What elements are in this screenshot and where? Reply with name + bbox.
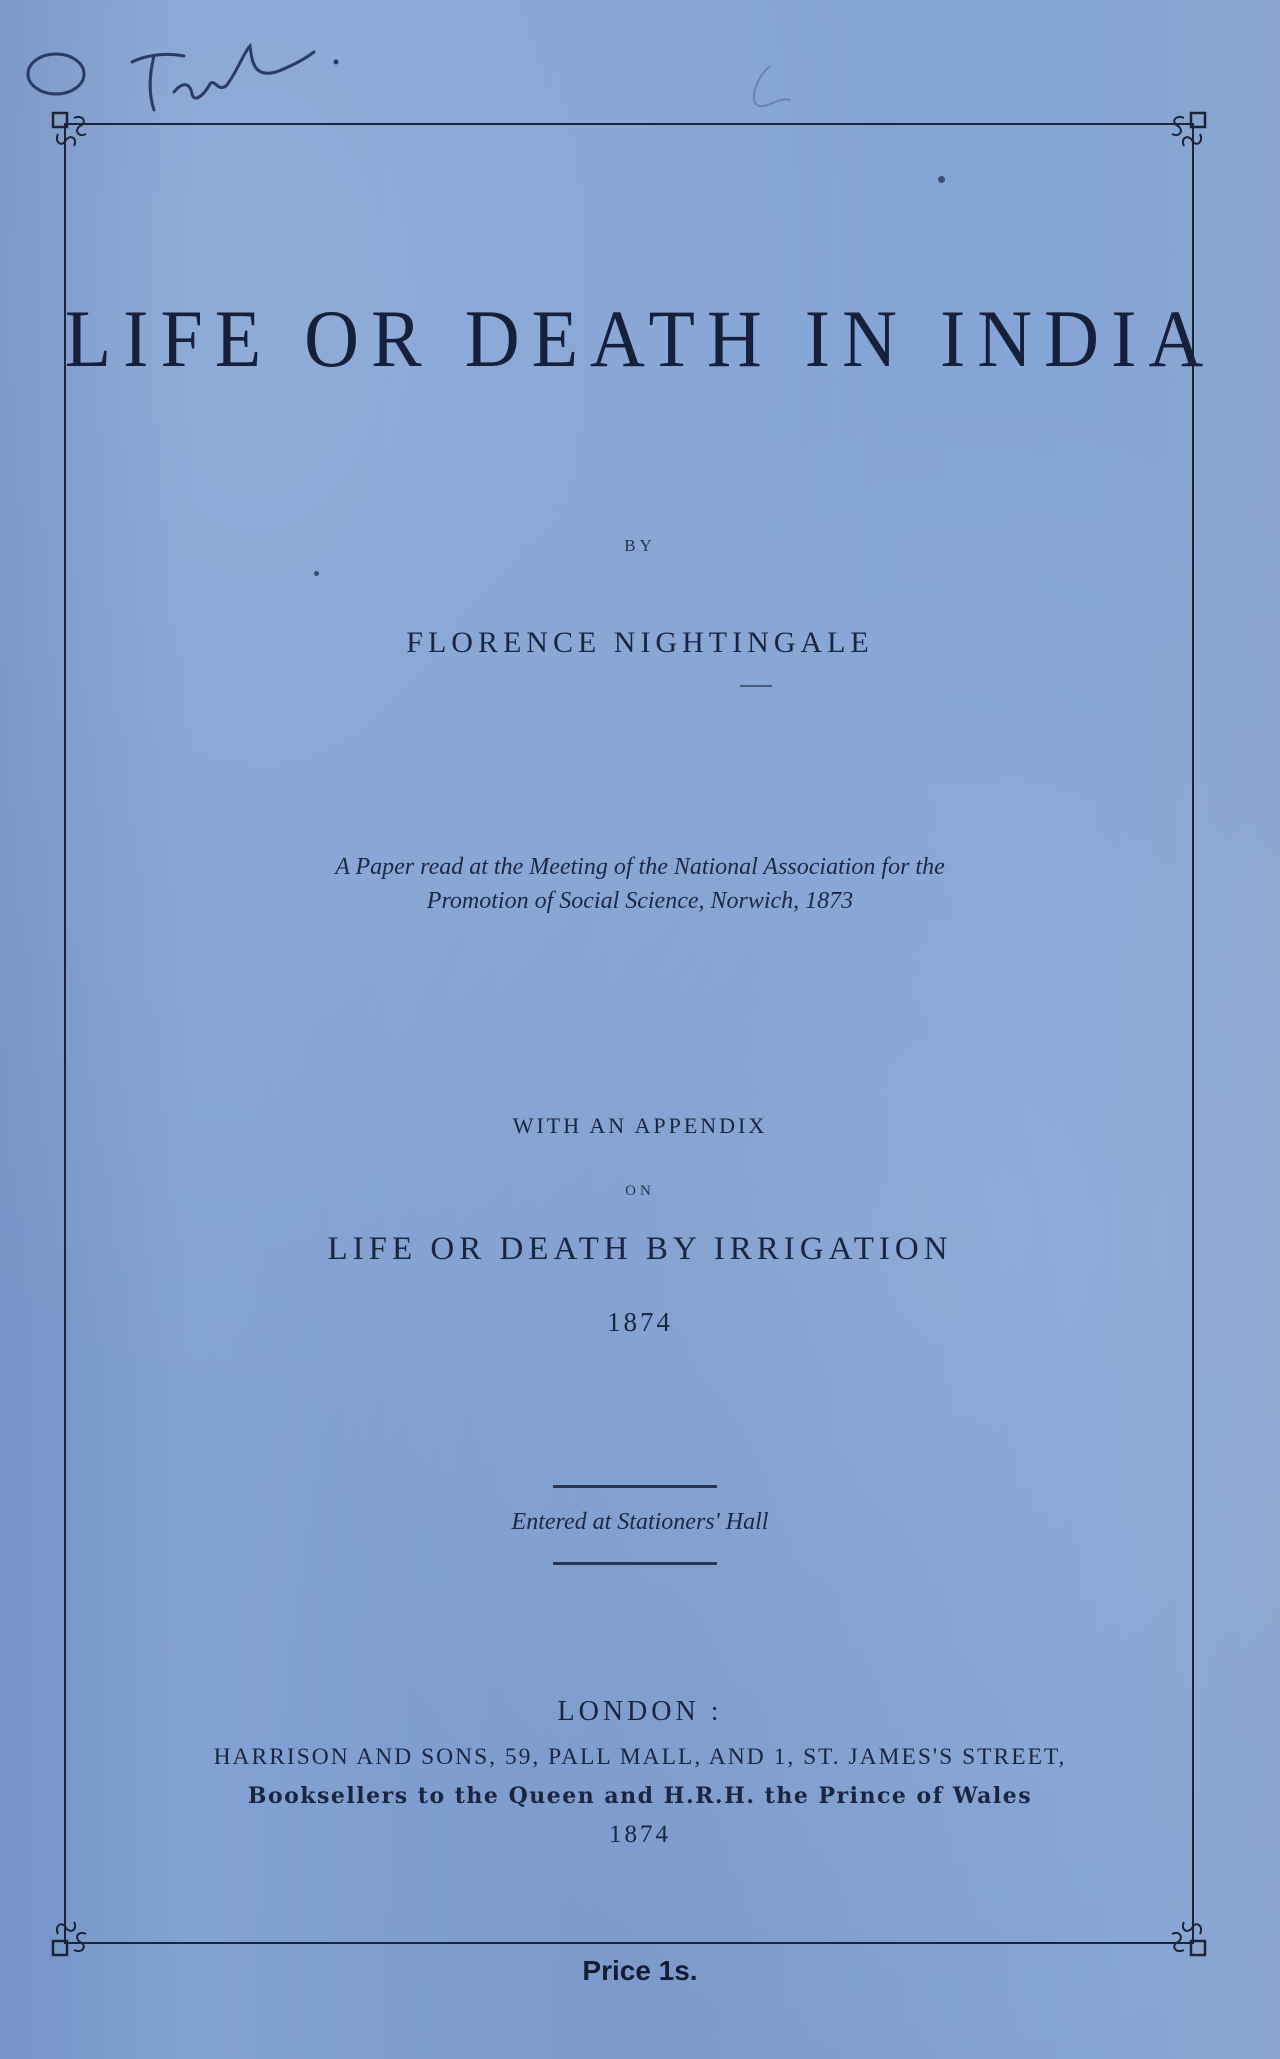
page-border bbox=[64, 123, 1194, 1944]
entered-note: Entered at Stationers' Hall bbox=[511, 1509, 769, 1535]
price: Price 1s. bbox=[582, 1955, 698, 1986]
handwritten-annotation bbox=[14, 22, 344, 112]
subtitle-line-2: Promotion of Social Science, Norwich, 1873 bbox=[426, 888, 854, 914]
appendix-title: LIFE OR DEATH BY IRRIGATION bbox=[327, 1231, 953, 1267]
imprint-booksellers: Booksellers to the Queen and H.R.H. the Prince of Wales bbox=[247, 1783, 1033, 1809]
subtitle-line-1: A Paper read at the Meeting of the National Association for the bbox=[335, 854, 945, 880]
appendix-year: 1874 bbox=[607, 1307, 673, 1337]
author-name: FLORENCE NIGHTINGALE bbox=[406, 626, 874, 659]
imprint-publisher: HARRISON AND SONS, 59, PALL MALL, AND 1, ST. JAMES'S STREET, bbox=[213, 1744, 1067, 1770]
corner-ornament-top-right bbox=[1162, 104, 1214, 156]
imprint-year: 1874 bbox=[609, 1821, 671, 1848]
imprint-city: LONDON : bbox=[557, 1696, 723, 1727]
pencil-mark bbox=[730, 56, 810, 116]
appendix-on: ON bbox=[625, 1183, 655, 1199]
subtitle bbox=[0, 850, 1280, 918]
byline-label: BY bbox=[624, 536, 656, 555]
corner-ornament-top-left bbox=[44, 104, 96, 156]
book-title: LIFE OR DEATH IN INDIA bbox=[64, 293, 1216, 385]
appendix-intro: WITH AN APPENDIX bbox=[512, 1113, 768, 1138]
author-underline bbox=[740, 685, 772, 687]
rule-above-entered bbox=[553, 1485, 717, 1488]
rule-below-entered bbox=[553, 1562, 717, 1565]
